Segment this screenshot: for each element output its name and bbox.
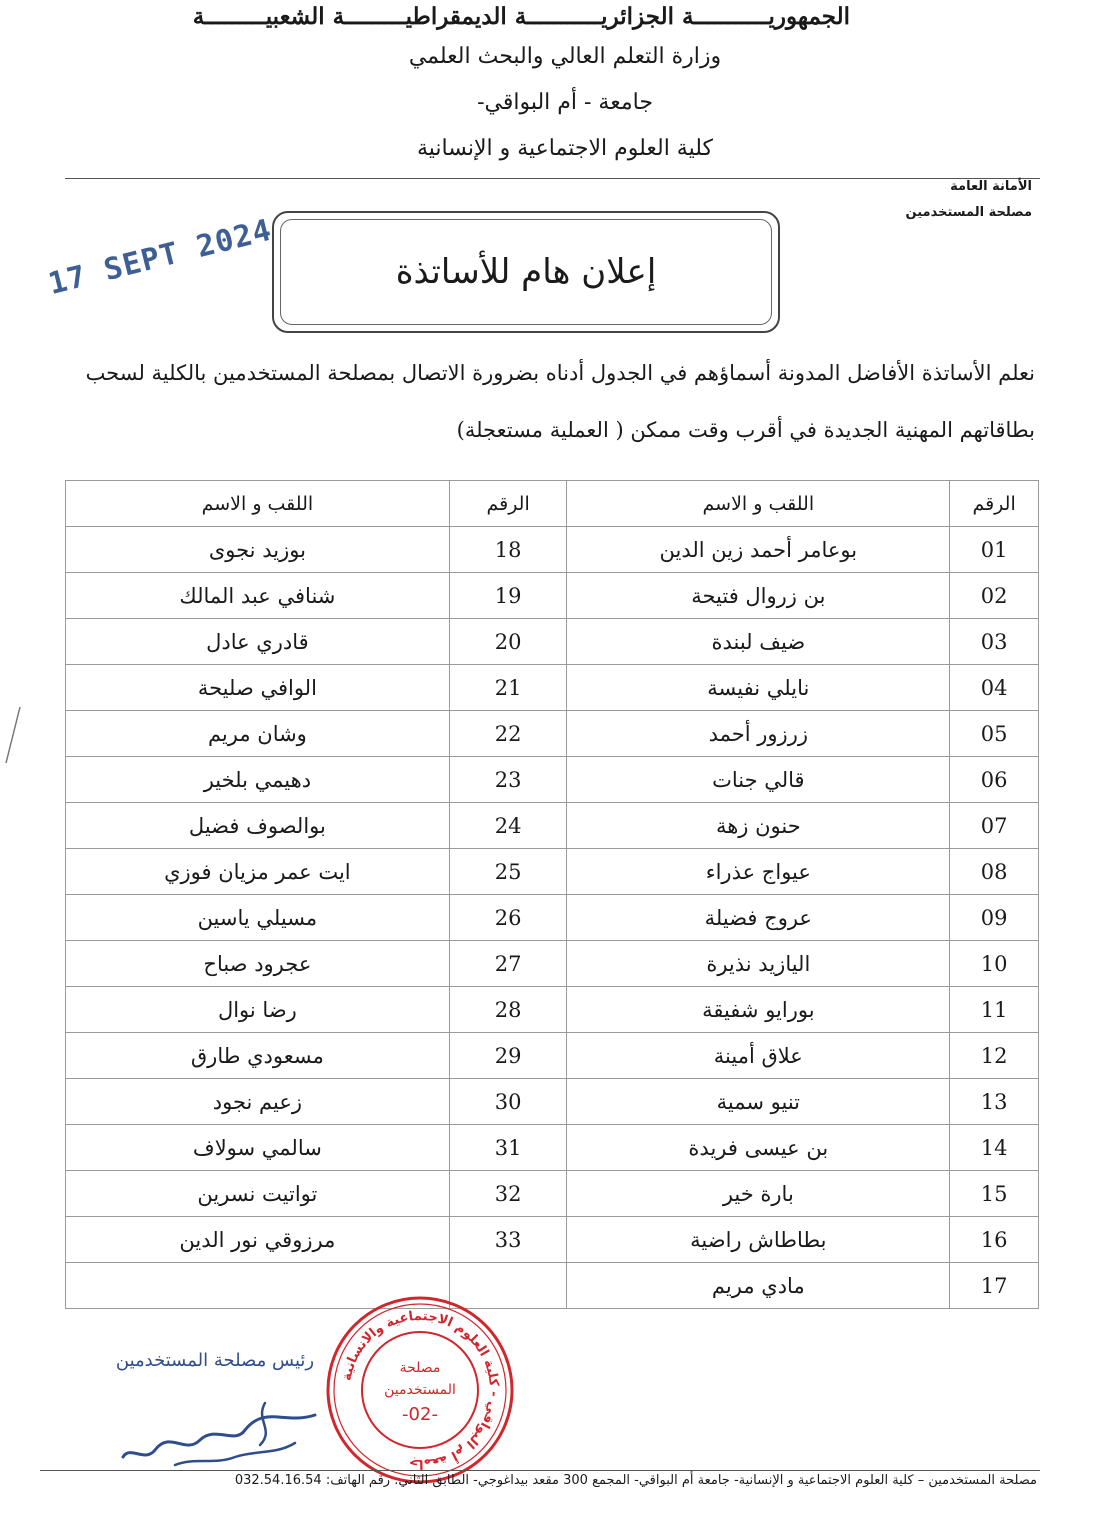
row-name-2: الوافي صليحة — [66, 665, 450, 711]
row-number-1: 08 — [950, 849, 1039, 895]
table-row — [66, 1125, 1039, 1171]
row-number-2: 20 — [449, 619, 567, 665]
row-name-1: عروج فضيلة — [567, 895, 950, 941]
header-name-1: اللقب و الاسم — [567, 481, 950, 527]
title-box-inner — [280, 219, 772, 325]
table-row — [66, 1079, 1039, 1125]
row-name-1: علاق أمينة — [567, 1033, 950, 1079]
row-number-2: 22 — [449, 711, 567, 757]
title-box — [272, 211, 780, 333]
row-number-1: 04 — [950, 665, 1039, 711]
table-row — [66, 527, 1039, 573]
row-name-1: بوعامر أحمد زين الدين — [567, 527, 950, 573]
faculty-name: كلية العلوم الاجتماعية و الإنسانية — [416, 136, 714, 161]
row-number-2: 31 — [449, 1125, 567, 1171]
row-name-2: زعيم نجود — [66, 1079, 450, 1125]
row-number-1: 05 — [950, 711, 1039, 757]
table-row — [66, 803, 1039, 849]
header-divider — [65, 178, 1040, 179]
row-name-1: حنون زهة — [567, 803, 950, 849]
row-name-2: شنافي عبد المالك — [66, 573, 450, 619]
table-row — [66, 619, 1039, 665]
row-number-1: 02 — [950, 573, 1039, 619]
header-name-2: اللقب و الاسم — [66, 481, 450, 527]
row-number-1: 14 — [950, 1125, 1039, 1171]
ministry-name: وزارة التعلم العالي والبحث العلمي — [408, 44, 722, 69]
table-row — [66, 757, 1039, 803]
row-name-2: تواتيت نسرين — [66, 1171, 450, 1217]
table-row — [66, 1263, 1039, 1309]
row-name-2: بوالصوف فضيل — [66, 803, 450, 849]
row-number-1: 17 — [950, 1263, 1039, 1309]
row-name-2: وشان مريم — [66, 711, 450, 757]
row-name-2: بوزيد نجوى — [66, 527, 450, 573]
row-number-1: 16 — [950, 1217, 1039, 1263]
row-number-2: 24 — [449, 803, 567, 849]
table-row — [66, 711, 1039, 757]
date-stamp: 17 SEPT 2024 — [45, 212, 276, 302]
announcement-title: إعلان هام للأساتذة — [395, 252, 657, 292]
row-name-2: رضا نوال — [66, 987, 450, 1033]
table-row — [66, 1033, 1039, 1079]
row-name-2: دهيمي بلخير — [66, 757, 450, 803]
row-number-2: 21 — [449, 665, 567, 711]
row-name-2: ايت عمر مزيان فوزي — [66, 849, 450, 895]
row-name-1: اليازيد نذيرة — [567, 941, 950, 987]
row-name-2: قادري عادل — [66, 619, 450, 665]
table-row — [66, 1171, 1039, 1217]
row-number-2: 28 — [449, 987, 567, 1033]
seal-inner-line-2: المستخدمين — [384, 1382, 456, 1398]
row-name-1: عيواج عذراء — [567, 849, 950, 895]
row-name-1: نايلي نفيسة — [567, 665, 950, 711]
row-number-1: 13 — [950, 1079, 1039, 1125]
intro-line-1: نعلم الأساتذة الأفاضل المدونة أسماؤهم في الجدول أدناه بضرورة الاتصال بمصلحة المستخدمين بالكلية لسحب — [85, 361, 1035, 385]
row-number-2: 18 — [449, 527, 567, 573]
seal-inner-line-3: -02- — [402, 1404, 438, 1425]
staff-table — [65, 480, 1039, 1309]
row-name-1: ضيف لبندة — [567, 619, 950, 665]
table-row — [66, 941, 1039, 987]
row-number-2: 26 — [449, 895, 567, 941]
row-name-2: سالمي سولاف — [66, 1125, 450, 1171]
row-number-1: 01 — [950, 527, 1039, 573]
official-seal — [320, 1290, 520, 1490]
row-number-2: 27 — [449, 941, 567, 987]
row-number-1: 03 — [950, 619, 1039, 665]
table-row — [66, 895, 1039, 941]
row-name-2: عجرود صباح — [66, 941, 450, 987]
row-number-1: 15 — [950, 1171, 1039, 1217]
seal-inner-line-1: مصلحة — [399, 1360, 441, 1376]
table-row — [66, 1217, 1039, 1263]
row-name-1: بن زروال فتيحة — [567, 573, 950, 619]
handwritten-signature — [115, 1395, 325, 1470]
row-number-2: 32 — [449, 1171, 567, 1217]
row-number-1: 09 — [950, 895, 1039, 941]
row-number-1: 12 — [950, 1033, 1039, 1079]
row-name-1: بارة خير — [567, 1171, 950, 1217]
row-number-2: 30 — [449, 1079, 567, 1125]
row-name-1: بن عيسى فريدة — [567, 1125, 950, 1171]
footer-contact: مصلحة المستخدمين – كلية العلوم الاجتماعية و الإنسانية- جامعة أم البواقي- المجمع 300 مقعد بيداغوجي- الطابق الثاني. رقم الهاتف: 032.54.16.54 — [234, 1473, 1037, 1488]
republic-name: الجمهوريـــــــــــة الجزائريـــــــــــة الديمقراطيـــــــــة الشعبيـــــــــة — [192, 3, 850, 30]
table-row — [66, 665, 1039, 711]
row-number-1: 11 — [950, 987, 1039, 1033]
scan-edge-mark — [2, 705, 24, 765]
row-name-1: تنيو سمية — [567, 1079, 950, 1125]
table-row — [66, 849, 1039, 895]
university-name: جامعة - أم البواقي- — [477, 90, 653, 115]
row-number-2: 23 — [449, 757, 567, 803]
row-name-1: بطاطاش راضية — [567, 1217, 950, 1263]
seal-outer-text: جامعة أم البواقي - كلية العلوم الاجتماعية والانسانية — [339, 1308, 502, 1472]
row-name-1: مادي مريم — [567, 1263, 950, 1309]
row-number-2: 19 — [449, 573, 567, 619]
table-row — [66, 573, 1039, 619]
row-name-1: قالي جنات — [567, 757, 950, 803]
row-name-2: مسعودي طارق — [66, 1033, 450, 1079]
letterhead — [192, 0, 850, 172]
row-name-2: مسيلي ياسين — [66, 895, 450, 941]
row-number-2: 29 — [449, 1033, 567, 1079]
footer-divider — [40, 1470, 1040, 1471]
row-name-1: بورايو شفيقة — [567, 987, 950, 1033]
row-number-1: 06 — [950, 757, 1039, 803]
row-name-2: مرزوقي نور الدين — [66, 1217, 450, 1263]
general-secretariat: الأمانة العامة — [950, 179, 1032, 194]
row-number-2: 33 — [449, 1217, 567, 1263]
table-header-row — [66, 481, 1039, 527]
table-row — [66, 987, 1039, 1033]
row-number-1: 07 — [950, 803, 1039, 849]
header-num-1: الرقم — [950, 481, 1039, 527]
signer-title: رئيس مصلحة المستخدمين — [115, 1350, 315, 1371]
header-num-2: الرقم — [449, 481, 567, 527]
row-number-1: 10 — [950, 941, 1039, 987]
row-name-1: زرزور أحمد — [567, 711, 950, 757]
row-number-2: 25 — [449, 849, 567, 895]
intro-line-2: بطاقاتهم المهنية الجديدة في أقرب وقت ممكن ( العملية مستعجلة) — [456, 418, 1035, 442]
personnel-service: مصلحة المستخدمين — [905, 205, 1032, 220]
